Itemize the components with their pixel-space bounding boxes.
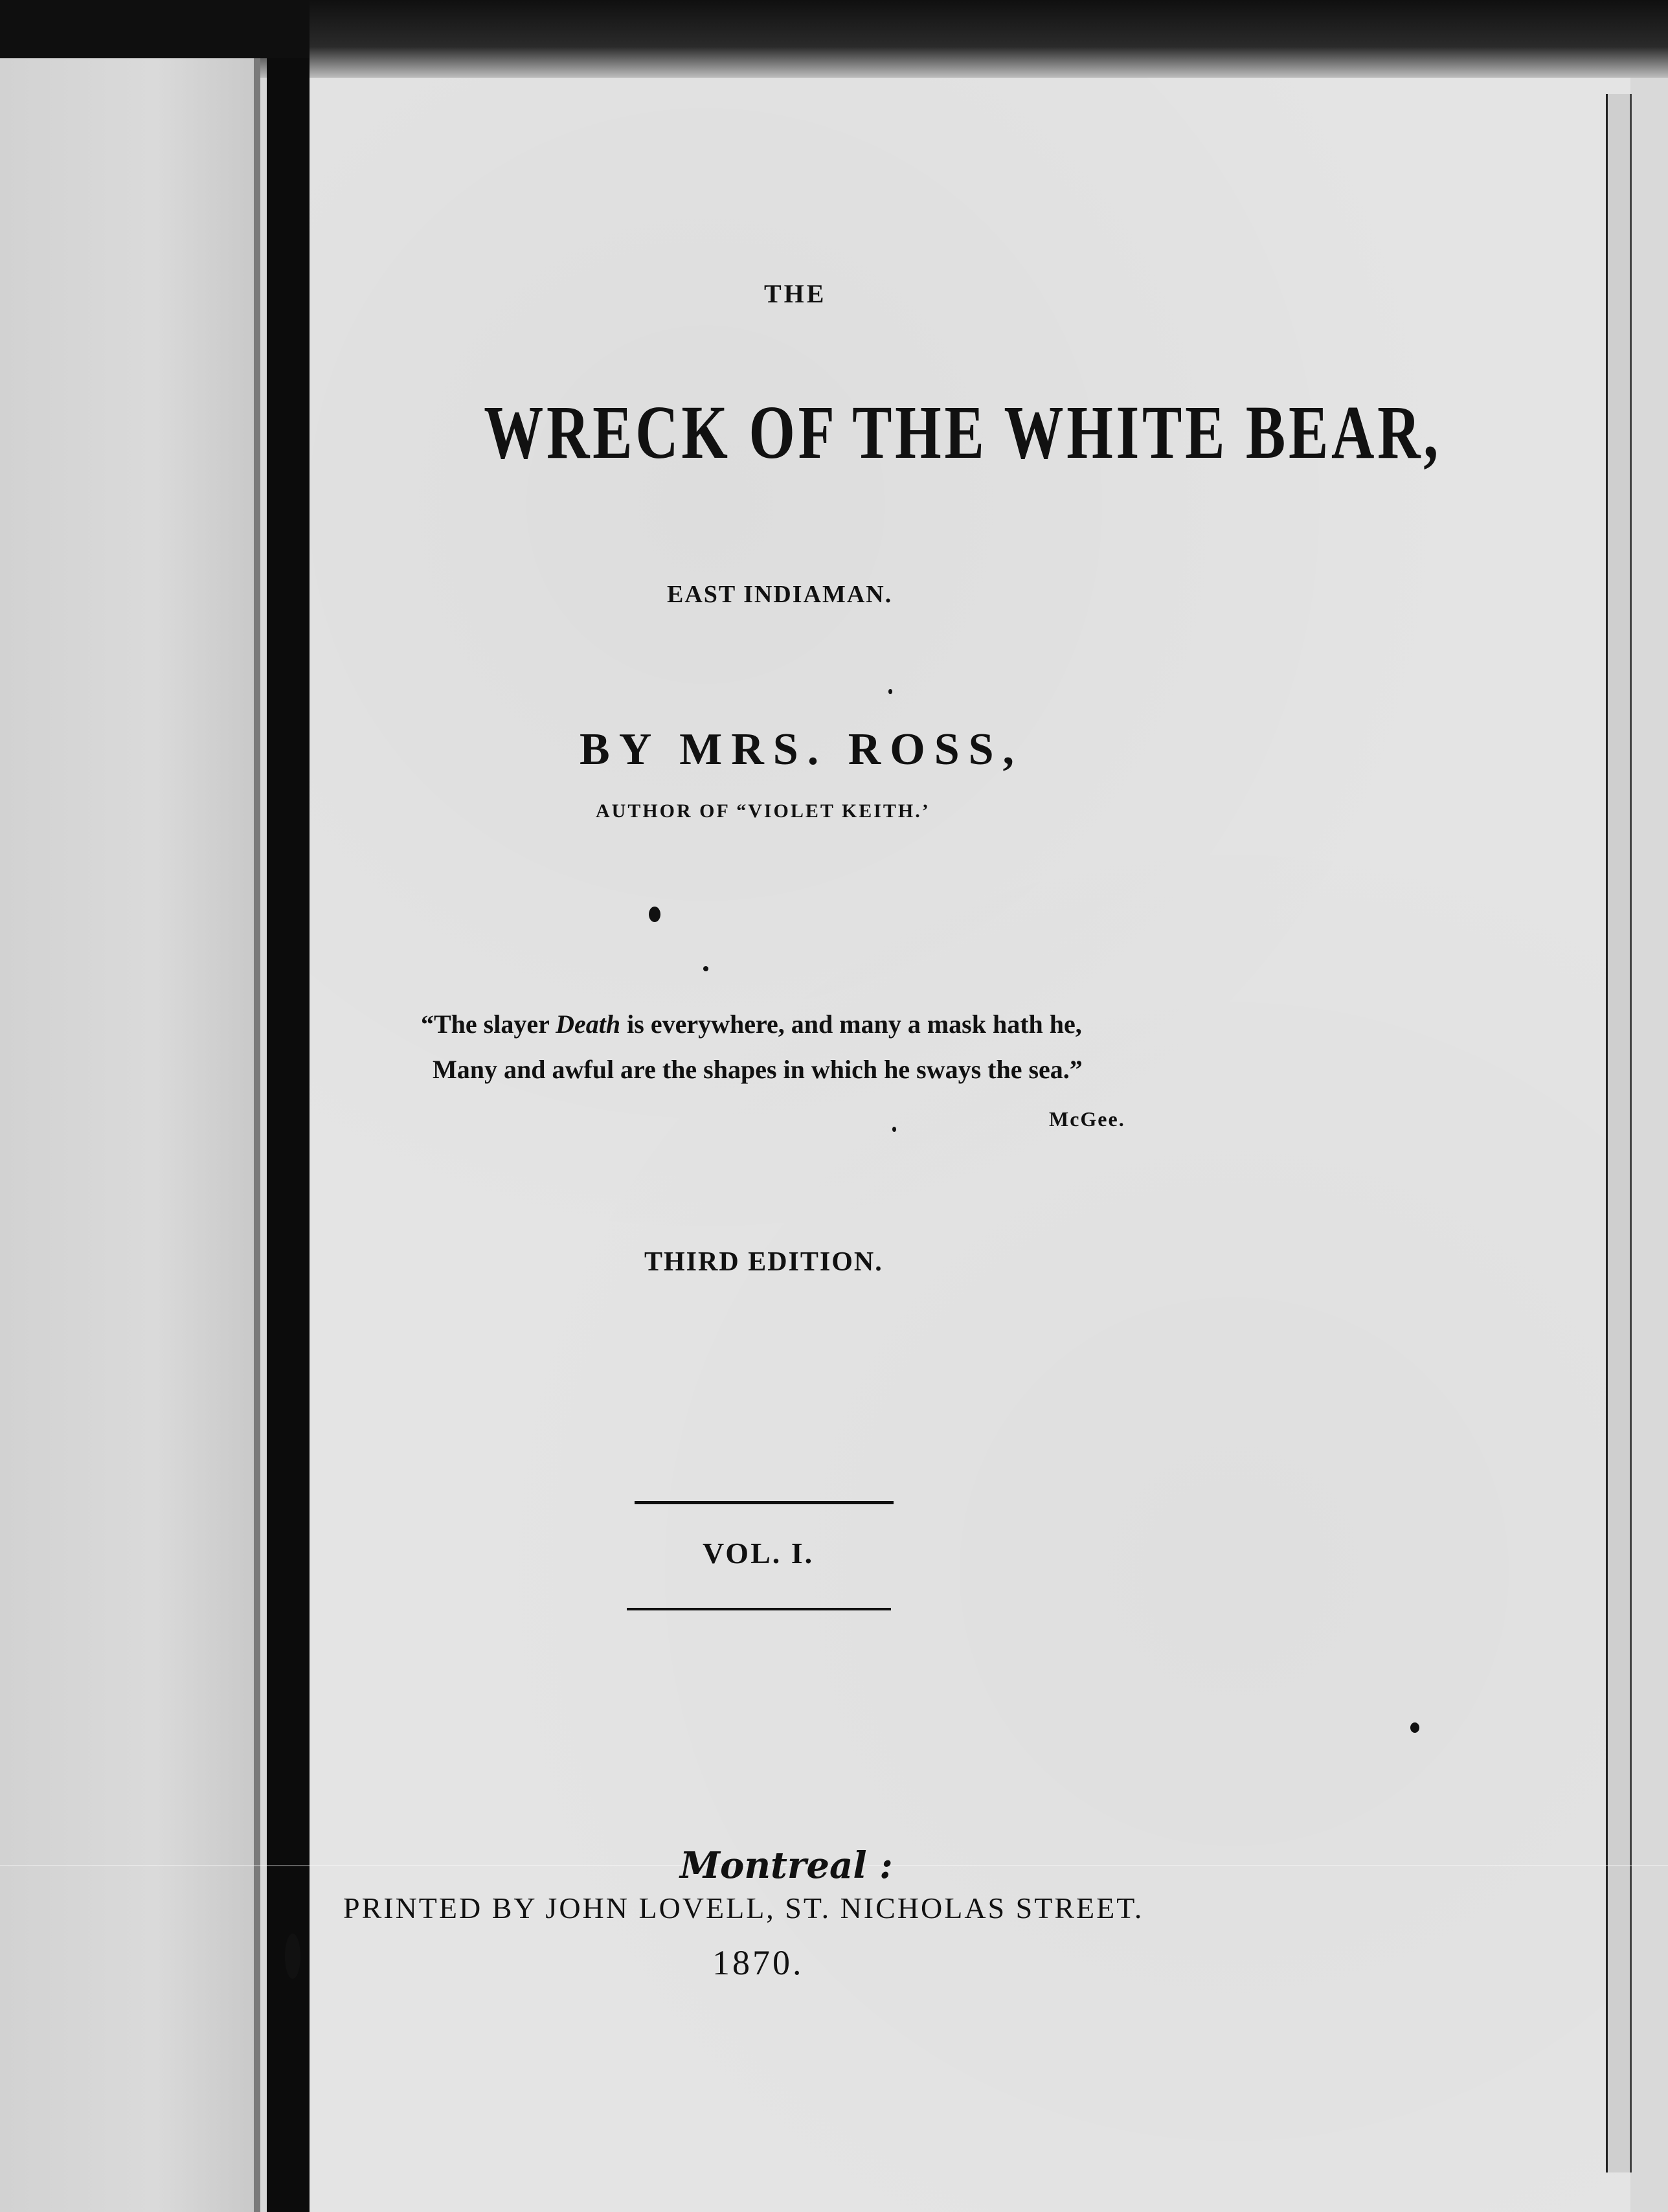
epigraph-attribution: McGee.	[1049, 1107, 1125, 1131]
epigraph-line-1	[421, 1009, 1146, 1039]
facing-page-edge	[254, 58, 260, 2212]
imprint-printer: PRINTED BY JOHN LOVELL, ST. NICHOLAS STREET.	[343, 1891, 1144, 1924]
imprint-city: Montreal :	[680, 1844, 893, 1887]
book-subtitle: EAST INDIAMAN.	[667, 581, 893, 608]
epigraph-line-1-start: “The slayer	[421, 1010, 556, 1039]
volume-rule-bottom	[627, 1608, 891, 1610]
scan-top-left-shadow	[0, 0, 310, 58]
book-gutter	[267, 58, 310, 2212]
book-title: WRECK OF THE WHITE BEAR,	[484, 390, 1442, 475]
facing-page-left	[0, 58, 259, 2212]
title-article: THE	[764, 279, 827, 308]
epigraph-emphasis: Death	[556, 1010, 621, 1039]
ink-speck	[649, 907, 660, 922]
title-page-edge	[1606, 94, 1632, 2172]
ink-speck	[1410, 1722, 1419, 1733]
author-credit: AUTHOR OF “VIOLET KEITH.’	[596, 800, 930, 822]
volume-label: VOL. I.	[703, 1537, 815, 1570]
ink-speck	[888, 689, 892, 694]
author-line: BY MRS. ROSS,	[580, 725, 1024, 774]
imprint-year: 1870.	[712, 1943, 804, 1982]
ink-speck	[285, 1934, 300, 1979]
ink-speck	[703, 966, 708, 971]
volume-rule-top	[635, 1501, 894, 1504]
edition-line: THIRD EDITION.	[644, 1247, 883, 1277]
ink-speck	[892, 1127, 896, 1132]
epigraph-line-2: Many and awful are the shapes in which he sways the sea.”	[433, 1055, 1083, 1084]
epigraph-line-1-end: is everywhere, and many a mask hath he,	[620, 1010, 1082, 1039]
